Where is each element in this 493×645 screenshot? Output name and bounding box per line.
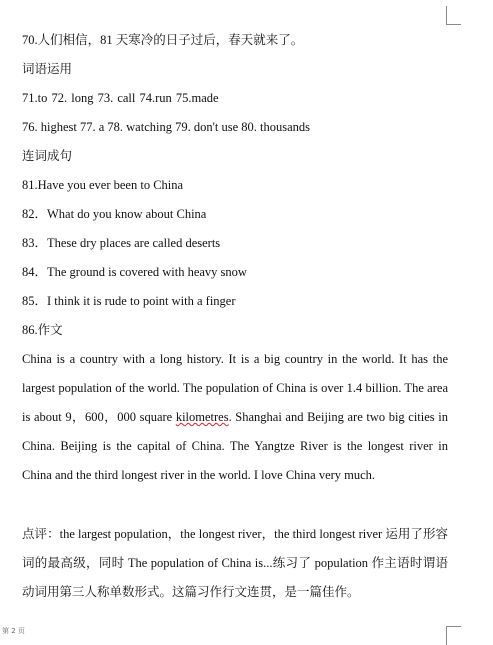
section-heading-word-use: 词语运用 [22, 62, 73, 76]
spellcheck-flagged-word: kilometres [175, 410, 229, 424]
answer-85: 85．I think it is rude to point with a finger [22, 294, 236, 308]
essay-text-part-1: China is a country with a long history. It is a big country in the world. It has the largest population of the world. The population of China is over 1.4 billion. The area is about 9，600，000 square [22, 352, 448, 424]
essay-paragraph [22, 345, 448, 490]
comment-paragraph [22, 520, 448, 607]
section-heading-composition: 86.作文 [22, 323, 63, 337]
answer-82: 82．What do you know about China [22, 207, 207, 221]
crop-mark-top-right [446, 6, 461, 25]
answers-76-80: 76. highest 77. a 78. watching 79. don't use 80. thousands [22, 120, 310, 134]
crop-mark-bottom-right [446, 626, 461, 645]
answer-83: 83．These dry places are called deserts [22, 236, 221, 250]
page-number-footer: 第 2 页 [2, 627, 25, 635]
answer-81: 81.Have you ever been to China [22, 178, 184, 192]
comment-text: 点评：the largest population，the longest river，the third longest river 运用了形容词的最高级，同时 The population of China is...练习了 population 作主语时谓语动词用第三人称单数形式。这篇习作行文连贯，是一篇佳作。 [22, 527, 448, 599]
essay-text-part-2: . Shanghai and Beijing are two big cities in China. Beijing is the capital of China. The Yangtze River is the longest river in China and the third longest river in the world. I love China very much. [22, 410, 448, 482]
section-heading-sentence-building: 连词成句 [22, 149, 73, 163]
answer-70: 70.人们相信，81 天寒冷的日子过后，春天就来了。 [22, 33, 304, 47]
answer-84: 84．The ground is covered with heavy snow [22, 265, 247, 279]
answers-71-75: 71.to 72. long 73. call 74.run 75.made [22, 91, 219, 105]
